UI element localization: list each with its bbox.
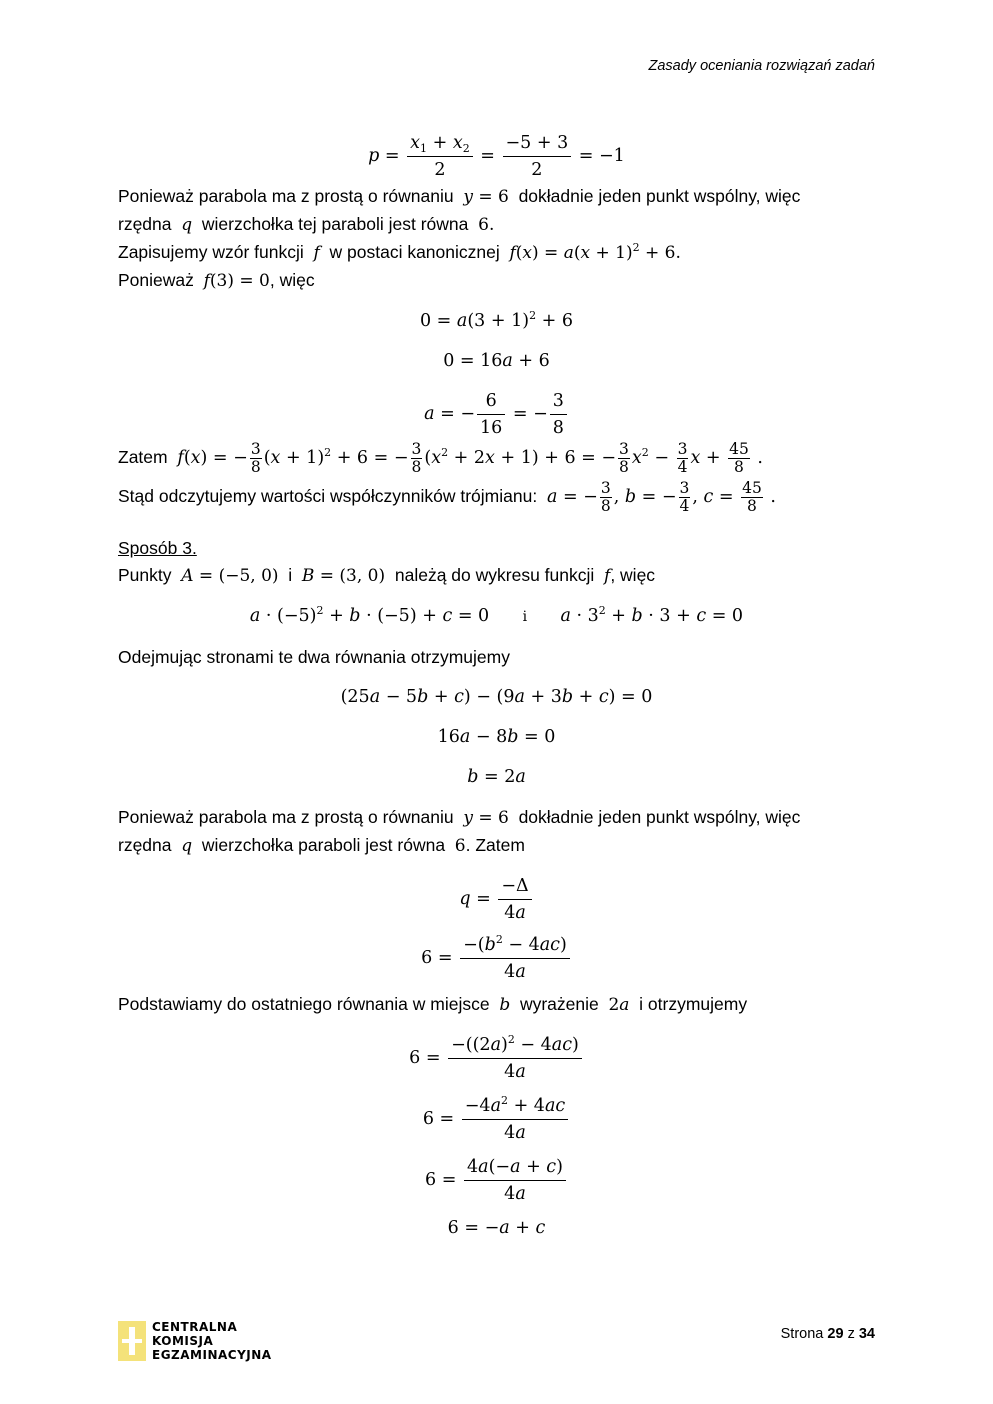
- paragraph: rzędna q wierzchołka tej paraboli jest równa 6.: [118, 214, 495, 235]
- paragraph: Zatem f(x) = − $\frac{3}{8}$ $(x + 1)^2 + 6$ = − $\frac{3}{8}$ $(x^2 + 2x + 1) + 6$ = − $\frac{3}{8}$ $x^2$ − $\frac{3}{4}$ x + $\frac{45}{8}$ .: [118, 440, 763, 476]
- equation: (25a − 5b + c) − (9a + 3b + c) = 0: [340, 687, 653, 707]
- equation: 16a − 8b = 0: [437, 727, 556, 747]
- document-content: [118, 130, 875, 1242]
- equation: q = $\frac{-\Delta}{4a}$: [118, 873, 875, 926]
- paragraph: Odejmując stronami te dwa równania otrzymujemy: [118, 647, 510, 667]
- paragraph: Podstawiamy do ostatniego równania w miejsce b wyrażenie 2a i otrzymujemy: [118, 994, 748, 1015]
- equation: b = 2a: [467, 767, 526, 787]
- paragraph: Punkty A = (−5, 0) i B = (3, 0) należą do wykresu funkcji f, więc: [118, 565, 656, 586]
- equation: a = − $\frac{6}{16}$ = − $\frac{3}{8}$: [118, 388, 875, 441]
- equation: 6 = $\frac{-(b^2 - 4ac)}{4a}$: [118, 932, 875, 985]
- paragraph: Zapisujemy wzór funkcji f w postaci kanonicznej $f(x) = a(x + 1)^2 + 6$.: [118, 241, 681, 263]
- paragraph: Ponieważ parabola ma z prostą o równaniu y = 6 dokładnie jeden punkt wspólny, więc: [118, 807, 801, 828]
- paragraph: Stąd odczytujemy wartości współczynników trójmianu: a = − $\frac{3}{8}$ , b = − $\frac{3}{4}$ , c = $\frac{45}{8}$ .: [118, 479, 776, 515]
- cke-logo-text: CENTRALNA KOMISJA EGZAMINACYJNA: [152, 1320, 272, 1362]
- equation-vertex-p: p = $\frac{x_1 + x_2}{2}$ = $\frac{-5 + 3}{2}$ = −1: [118, 130, 875, 183]
- page-number: Strona 29 z 34: [780, 1326, 875, 1342]
- cke-logo-icon: [118, 1321, 146, 1361]
- equation: 6 = $\frac{-4a^2 + 4ac}{4a}$: [118, 1093, 875, 1146]
- equation: 0 = 16a + 6: [443, 351, 550, 371]
- equation-system: $a \cdot (-5)^2 + b \cdot (-5) + c = 0$ i $a \cdot 3^2 + b \cdot 3 + c = 0$: [249, 604, 744, 626]
- equation: 6 = $\frac{4a(-a + c)}{4a}$: [118, 1154, 875, 1207]
- equation: 6 = −a + c: [447, 1218, 546, 1238]
- equation: $0 = a(3 + 1)^2 + 6$: [419, 309, 574, 331]
- cke-logo: [118, 1320, 272, 1362]
- section-heading: Sposób 3.: [118, 538, 197, 558]
- paragraph: rzędna q wierzchołka paraboli jest równa 6. Zatem: [118, 835, 525, 856]
- equation: 6 = $\frac{-((2a)^2 - 4ac)}{4a}$: [118, 1032, 875, 1085]
- paragraph: Ponieważ parabola ma z prostą o równaniu y = 6 dokładnie jeden punkt wspólny, więc: [118, 186, 801, 207]
- page-header-title: Zasady oceniania rozwiązań zadań: [648, 58, 875, 74]
- paragraph: Ponieważ f(3) = 0, więc: [118, 270, 315, 291]
